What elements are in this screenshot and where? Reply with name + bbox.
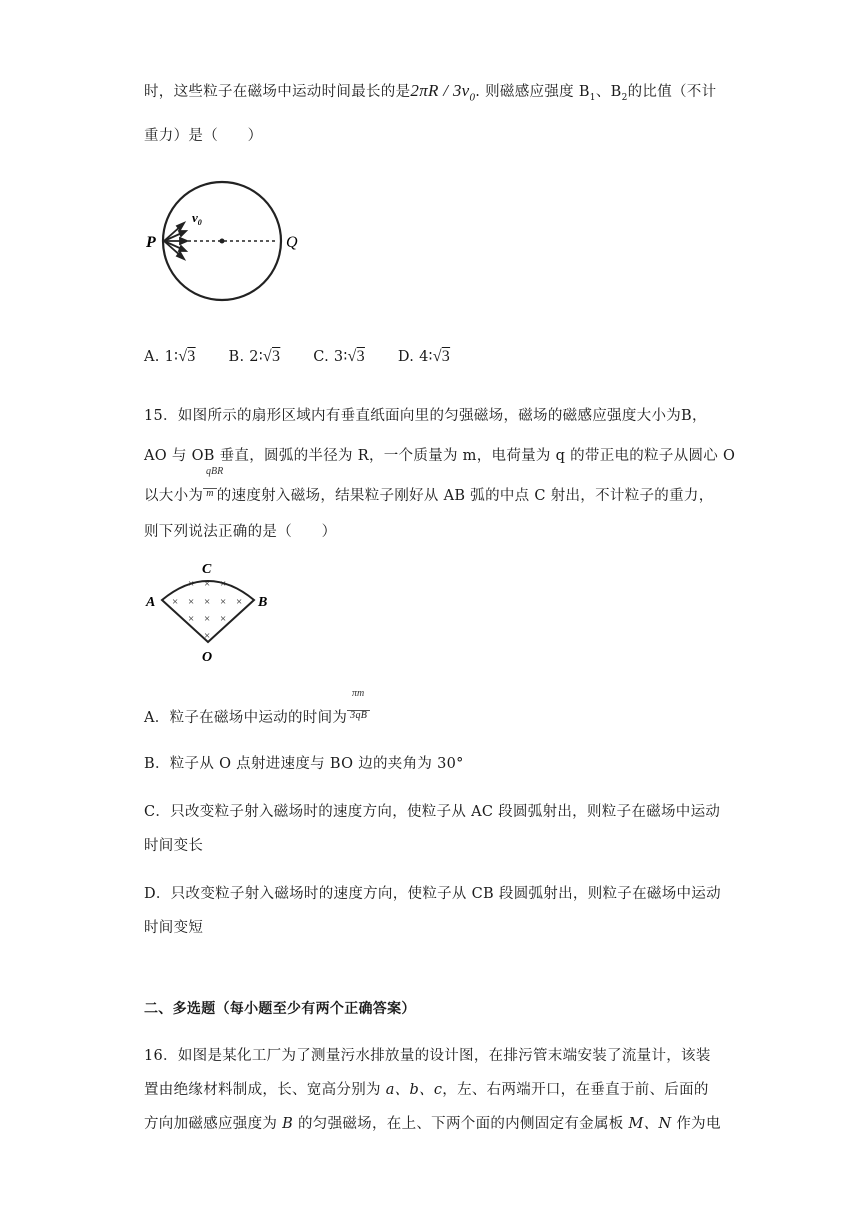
svg-text:×: ×	[172, 596, 179, 608]
q14-sep: 、B	[595, 84, 622, 100]
svg-text:×: ×	[204, 578, 211, 590]
svg-text:×: ×	[204, 596, 211, 608]
q15-option-d-line2: 时间变短	[144, 920, 204, 936]
q14-options	[144, 348, 478, 366]
q15-speed-frac-den: m	[203, 488, 217, 499]
velocity-arrows	[164, 223, 187, 259]
q16-stem-line1: 16．如图是某化工厂为了测量污水排放量的设计图，在排污管末端安装了流量计，该装	[144, 1048, 711, 1064]
label-p: P	[146, 234, 156, 251]
svg-text:×: ×	[204, 613, 211, 625]
q15-optA-frac-num: πm	[352, 688, 365, 699]
svg-text:×: ×	[188, 613, 195, 625]
label-b: B	[258, 595, 268, 610]
label-v0: $v_0$	[192, 210, 202, 227]
q15-line3-pre: 以大小为	[144, 488, 204, 504]
q15-speed-frac-num: qBR	[206, 466, 224, 477]
q16-dimension-vars: a、b、c	[385, 1082, 443, 1098]
q16-line3-end: 作为电	[671, 1116, 721, 1132]
q14-option-a[interactable]: A. 1∶√3	[144, 348, 196, 365]
svg-text:×: ×	[204, 630, 211, 642]
b1-subscript: 1	[589, 92, 596, 103]
label-a: A	[146, 595, 156, 610]
q15-stem-line4: 则下列说法正确的是（ ）	[144, 524, 337, 540]
q16-line2-post: ，左、右两端开口，在垂直于前、后面的	[442, 1082, 709, 1098]
label-o: O	[202, 650, 213, 665]
svg-text:×: ×	[236, 596, 243, 608]
q16-line2-pre: 置由绝缘材料制成，长、宽高分别为	[144, 1082, 386, 1098]
q15-stem-line3	[144, 484, 714, 505]
q14-stem-end: 的比值（不计	[627, 84, 717, 100]
q14-option-b[interactable]: B. 2∶√3	[228, 348, 281, 365]
q15-option-d-line1[interactable]: D．只改变粒子射入磁场时的速度方向，使粒子从 CB 段圆弧射出，则粒子在磁场中运动	[144, 886, 721, 902]
section-heading: 二、多选题（每小题至少有两个正确答案）	[144, 1001, 416, 1017]
q15-option-c-line1[interactable]: C．只改变粒子射入磁场时的速度方向，使粒子从 AC 段圆弧射出，则粒子在磁场中运动	[144, 804, 721, 820]
q15-stem-line2: AO 与 OB 垂直，圆弧的半径为 R，一个质量为 m，电荷量为 q 的带正电的粒子从圆心 O	[144, 448, 736, 464]
label-c: C	[202, 562, 212, 577]
q15-sector-figure	[140, 556, 290, 668]
q14-stem-text: 时，这些粒子在磁场中运动时间最长的是	[144, 84, 411, 100]
q15-optA-frac-den: 3qB	[347, 710, 370, 721]
svg-text:×: ×	[220, 578, 227, 590]
q15-option-c-line2: 时间变长	[144, 838, 204, 854]
q16-plate-vars: M、N	[628, 1116, 672, 1132]
q14-stem-text-b: . 则磁感应强度 B	[475, 84, 590, 100]
q15-option-a[interactable]	[144, 706, 370, 727]
q15-optA-text: A．粒子在磁场中运动的时间为	[144, 710, 348, 726]
center-dot	[220, 239, 225, 244]
q14-stem-line1	[144, 80, 716, 103]
svg-text:×: ×	[220, 596, 227, 608]
q14-max-time-expr: $2\pi R / 3v_0$	[410, 81, 476, 104]
q14-stem-line2: 重力）是（ ）	[144, 128, 263, 144]
q14-option-c[interactable]: C. 3∶√3	[313, 348, 365, 365]
b2-subscript: 2	[621, 92, 628, 103]
svg-text:×: ×	[188, 578, 195, 590]
q16-stem-line2	[144, 1078, 709, 1099]
svg-text:×: ×	[188, 596, 195, 608]
q16-line3-pre: 方向加磁感应强度为	[144, 1116, 283, 1132]
svg-text:×: ×	[220, 613, 227, 625]
q16-stem-line3	[144, 1112, 721, 1133]
q16-line3-post: 的匀强磁场，在上、下两个面的内侧固定有金属板	[293, 1116, 629, 1132]
q14-circle-figure	[140, 170, 340, 320]
q15-option-b[interactable]: B．粒子从 O 点射进速度与 BO 边的夹角为 30°	[144, 756, 464, 772]
q15-stem-line1: 15．如图所示的扇形区域内有垂直纸面向里的匀强磁场，磁场的磁感应强度大小为B，	[144, 408, 707, 424]
label-q: Q	[286, 234, 298, 251]
q15-line3-post: 的速度射入磁场，结果粒子刚好从 AB 弧的中点 C 射出，不计粒子的重力，	[216, 488, 714, 504]
q16-field-var: B	[282, 1116, 294, 1132]
q14-option-d[interactable]: D. 4∶√3	[397, 348, 451, 365]
